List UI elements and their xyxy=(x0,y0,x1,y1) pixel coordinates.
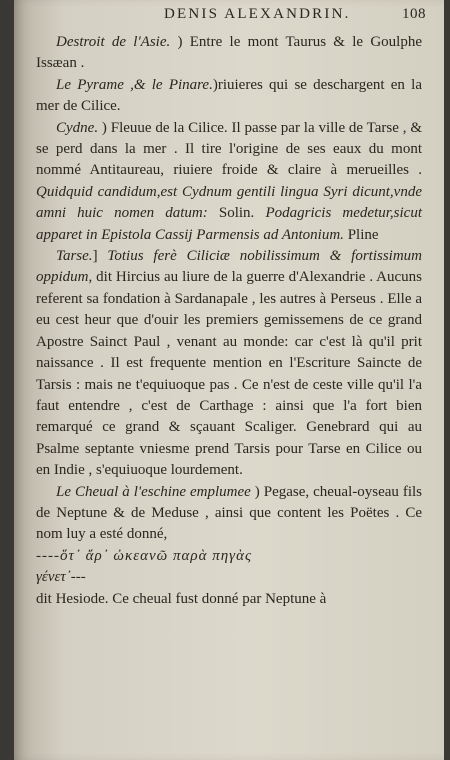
running-title: DENIS ALEXANDRIN. xyxy=(164,6,351,22)
note-tarse: Tarse.] Totius ferè Ciliciæ nobilissimum & fortissimum oppidum, dit Hircius au liure de la guerre d'Alexandrie . Aucuns referent sa fondation à Sardanapale , les autres à Perseus . Elle a eu cest heur que d'ouir les premiers gemissemens de ce grand Apostre Sainct Paul , venant au monde: car c'est là qu'il prit naissance . Il est frequente mention en l'Escriture Saincte de Tarsis : mais ne t'equiuoque pas . Ce n'est de ceste ville qu'il l'a faut entendre , c'est de Carthage : ainsi que l'a fort bien remarqué ce grand & sçauant Scaliger. Genebrard qui au Psalme septante vniesme prend Tarsis pour Tarse en Cilice ou en Indie , s'equiuoque lourdement. xyxy=(36,248,422,479)
note-term: Tarse. xyxy=(56,248,93,265)
running-header xyxy=(164,4,426,28)
note-body: ) Pegase, cheual-oyseau fils de Neptune & de Meduse , ainsi que content les Poëtes . Ce nom luy a esté donné, xyxy=(36,483,423,543)
note-cydne xyxy=(36,118,422,246)
latin-quote: Quidquid candidum,est Cydnum gentili lingua Syri dicunt,vnde amni huic nomen datum: xyxy=(36,183,422,222)
quote-source: Pline xyxy=(347,226,379,243)
page-number: 108 xyxy=(402,6,426,22)
note-destroit xyxy=(36,32,422,75)
note-body: )riuieres qui se deschargent en la mer de Cilice. xyxy=(36,76,422,115)
note-term: Le Cheual à l'eschine emplumee xyxy=(56,483,251,500)
latin-quote: Totius ferè Ciliciæ nobilissimum & fortissimum oppidum xyxy=(36,248,422,286)
note-term: Le Pyrame ,& le Pinare. xyxy=(56,76,213,93)
body-text xyxy=(36,32,422,610)
continuation-line: dit Hesiode. Ce cheual fust donné par Neptune à xyxy=(36,590,327,607)
note-body: ) Entre le mont Taurus & le Goulphe Issæan . xyxy=(36,34,422,72)
note-cheual xyxy=(36,482,422,546)
note-term: Destroit de l'Asie. xyxy=(56,34,171,50)
note-pyrame xyxy=(36,75,422,118)
latin-quote: Podagricis medetur,sicut apparet in Epistola Cassij Parmensis ad Antonium. xyxy=(36,205,422,243)
quote-source: Solin. xyxy=(218,205,255,222)
note-body: ) Fleuue de la Cilice. Il passe par la ville de Tarse , & se perd dans la mer . Il tire l'origine de ses eaux du mont nommé Antitaureau, riuiere froide & claire à merueilles . xyxy=(36,119,423,179)
note-term: Cydne. xyxy=(56,119,99,136)
greek-quote-line: ----ὅτ᾽ ἄρ᾽ ὠκεανῶ παρὰ πηγὰς xyxy=(36,547,253,564)
book-page xyxy=(14,0,444,760)
greek-quote-line: γένετ᾽--- xyxy=(36,569,86,586)
note-body: , dit Hircius au liure de la guerre d'Alexandrie . Aucuns referent sa fondation à Sardanapale , les autres à Perseus . Elle a eu cest heur que d'ouir les premiers gemissemens de ce grand Apostre Sainct Paul , venant au monde: car c'est là qu'il prit naissance . Il est frequente mention en l'Escriture Saincte de Tarsis : mais ne t'equiuoque pas . Ce n'est de ceste ville qu'il l'a faut entendre , c'est de Carthage : ainsi que l'a fort bien remarqué ce grand & sçauant Scaliger. Genebrard qui au Psalme septante vniesme prend Tarsis pour Tarse en Cilice ou en Indie , s'equiuoque lourdement. xyxy=(36,269,422,479)
